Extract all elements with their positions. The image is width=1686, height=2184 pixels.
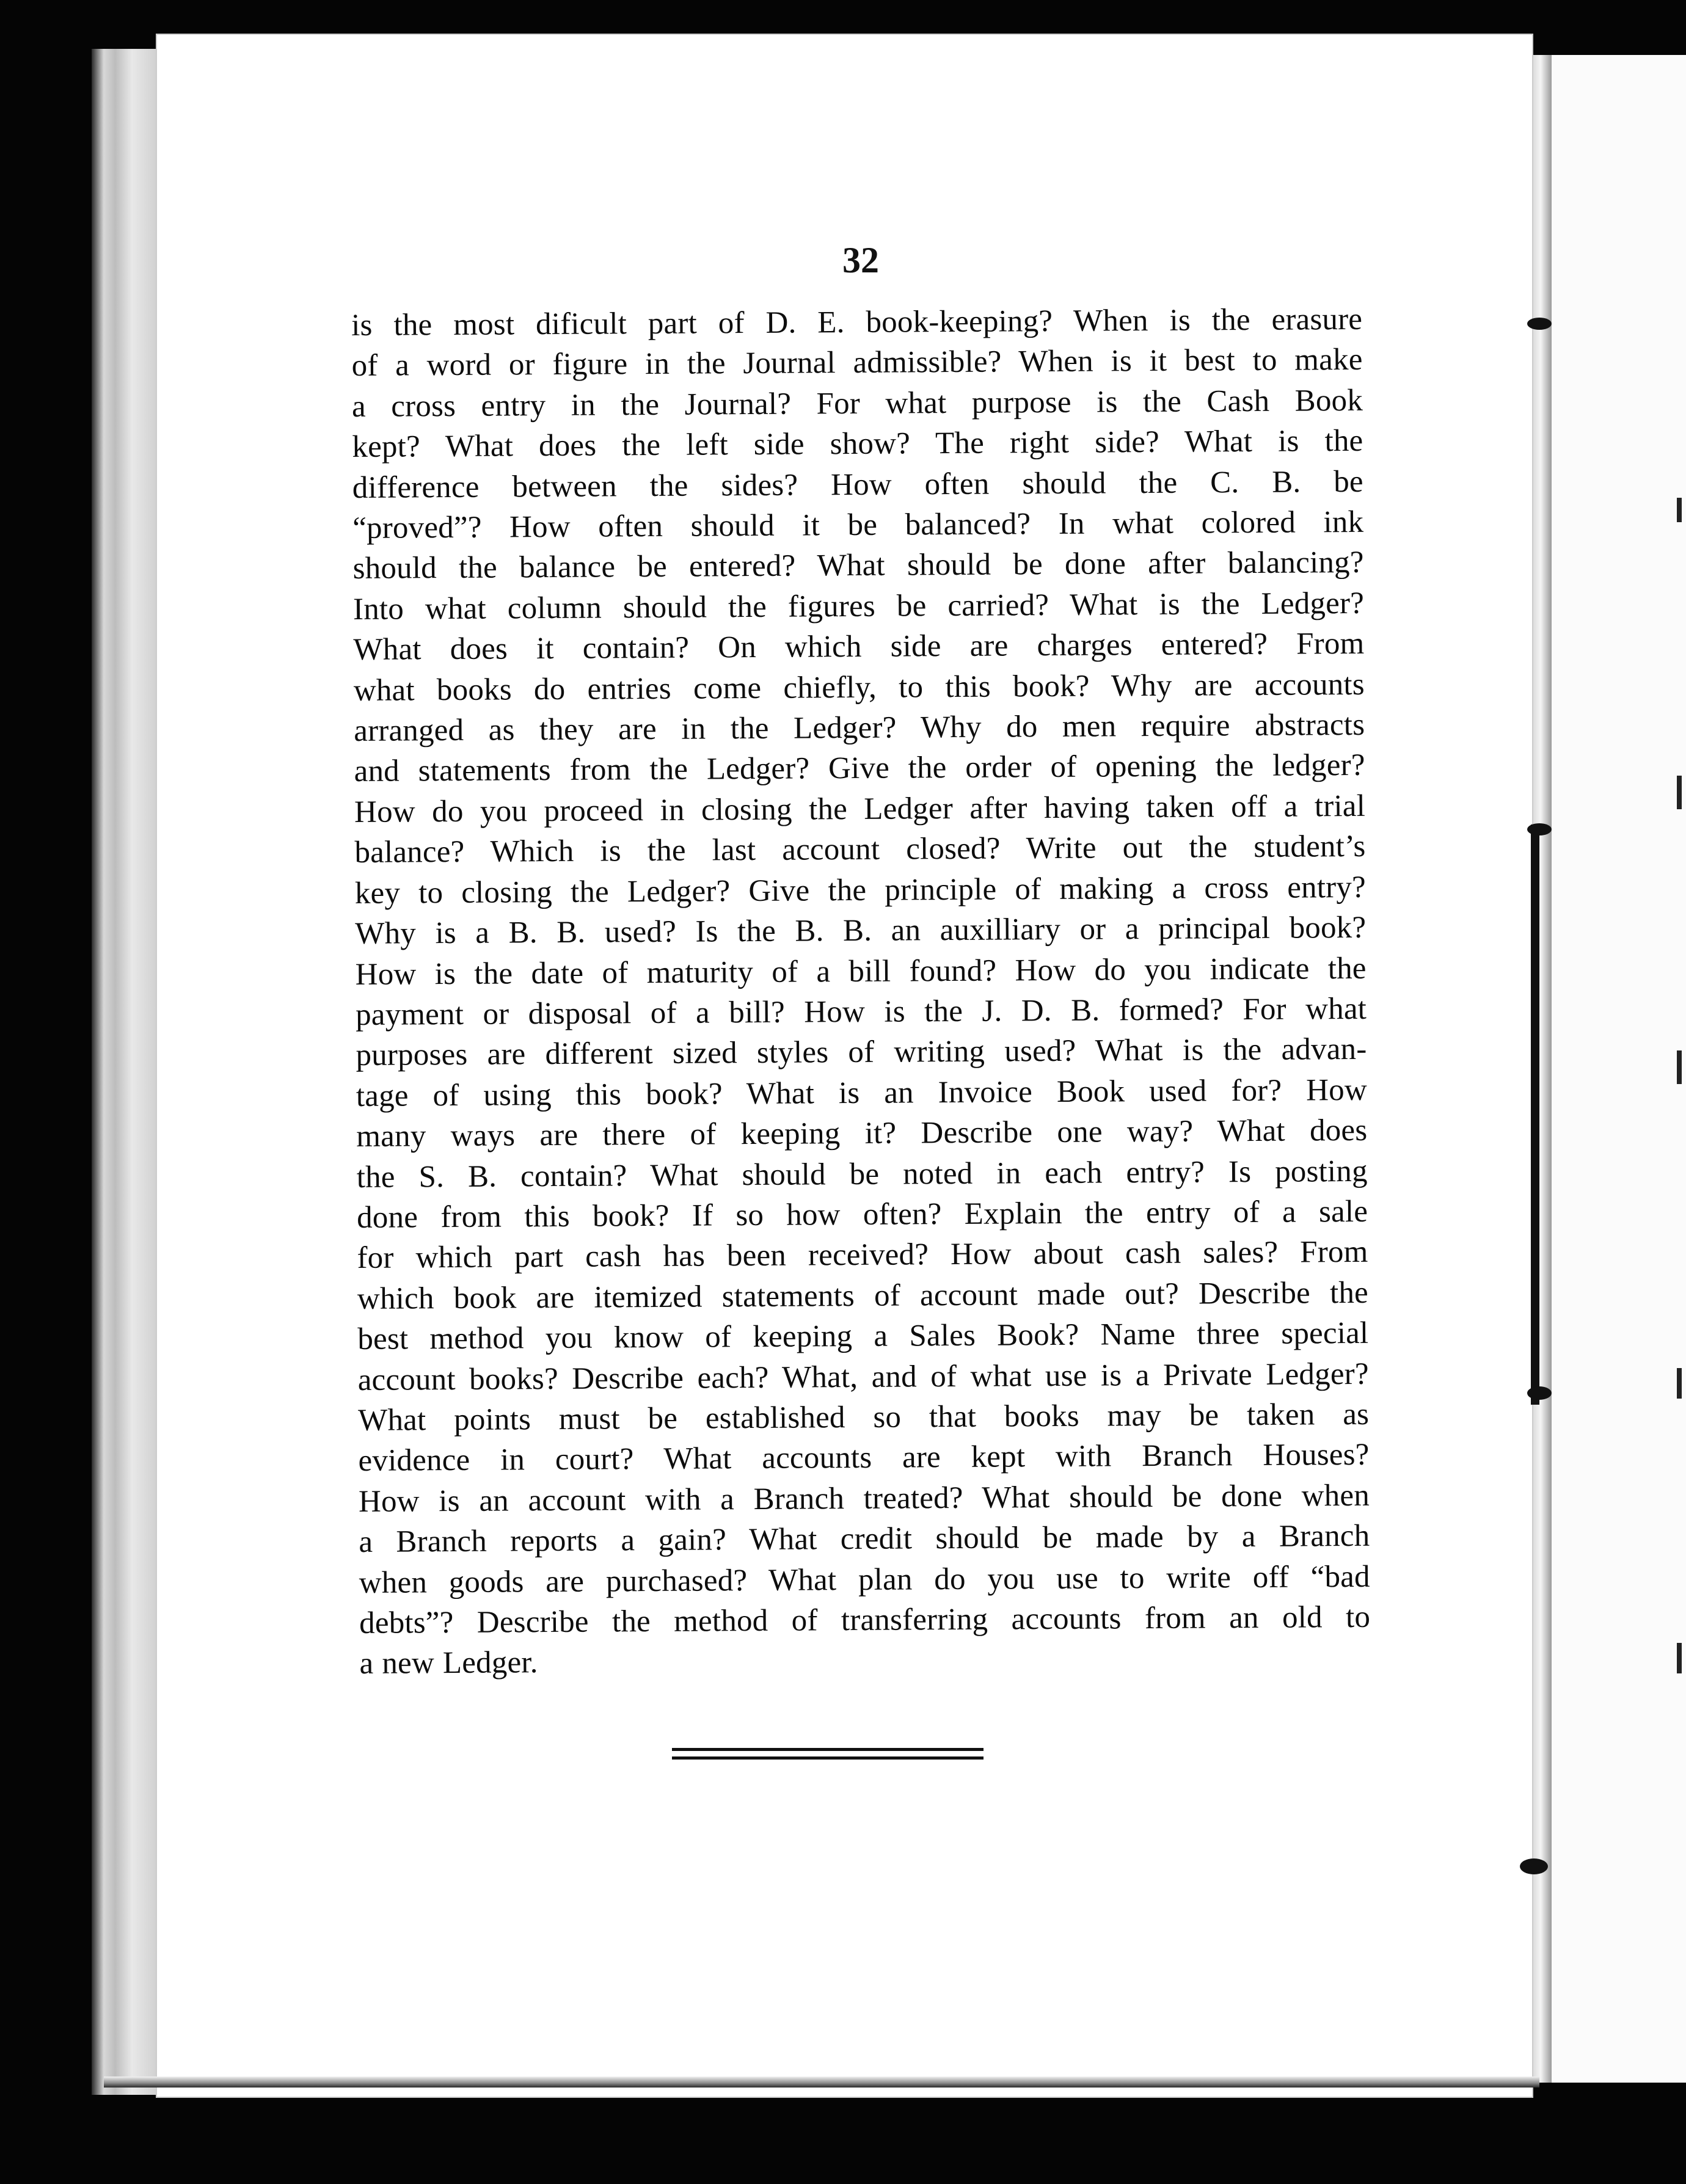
end-rule bbox=[672, 1748, 984, 1751]
text-line: a cross entry in the Journal? For what purpose is the Cash Book bbox=[351, 383, 1363, 424]
text-line: when goods are purchased? What plan do you use to write off “bad bbox=[359, 1559, 1370, 1600]
margin-blot bbox=[1527, 823, 1552, 835]
text-line: What points must be established so that books may be taken as bbox=[357, 1397, 1370, 1438]
book-spine-edge bbox=[92, 49, 159, 2095]
text-line: key to closing the Ledger? Give the principle of making a cross entry? bbox=[354, 870, 1367, 911]
text-line: What does it contain? On which side are charges entered? From bbox=[353, 627, 1365, 668]
question-paragraph bbox=[351, 299, 1371, 1684]
adjacent-text-fragment bbox=[1677, 1643, 1682, 1673]
text-line: payment or disposal of a bill? How is the J. D. B. formed? For what bbox=[355, 991, 1367, 1032]
text-line: account books? Describe each? What, and of what use is a Private Ledger? bbox=[357, 1356, 1369, 1397]
end-rule bbox=[672, 1756, 984, 1760]
text-line: should the balance be entered? What should be done after balancing? bbox=[352, 545, 1364, 586]
margin-rule bbox=[1531, 824, 1539, 1405]
text-line: evidence in court? What accounts are kept with Branch Houses? bbox=[358, 1438, 1370, 1479]
text-line: How is the date of maturity of a bill found? How do you indicate the bbox=[355, 951, 1367, 992]
adjacent-text-fragment bbox=[1677, 1368, 1682, 1399]
text-line: what books do entries come chiefly, to this book? Why are accounts bbox=[353, 667, 1365, 708]
text-line: Into what column should the figures be carried? What is the Ledger? bbox=[352, 586, 1365, 627]
margin-blot bbox=[1527, 318, 1552, 330]
adjacent-text-fragment bbox=[1677, 1050, 1682, 1084]
text-line: purposes are different sized styles of writing used? What is the advan- bbox=[356, 1032, 1367, 1073]
margin-blot bbox=[1520, 1858, 1548, 1874]
text-line: best method you know of keeping a Sales Book? Name three special bbox=[357, 1316, 1369, 1357]
text-line: How is an account with a Branch treated? What should be done when bbox=[358, 1478, 1370, 1519]
text-line: debts”? Describe the method of transferring accounts from an old to bbox=[359, 1600, 1371, 1640]
text-line: arranged as they are in the Ledger? Why do men require abstracts bbox=[354, 707, 1365, 749]
text-line: which book are itemized statements of account made out? Describe the bbox=[357, 1275, 1369, 1316]
text-line: for which part cash has been received? How about cash sales? From bbox=[357, 1235, 1368, 1276]
text-line: kept? What does the left side show? The right side? What is the bbox=[352, 424, 1363, 465]
text-line: and statements from the Ledger? Give the order of opening the ledger? bbox=[354, 748, 1365, 789]
text-line: of a word or figure in the Journal admissible? When is it best to make bbox=[351, 343, 1363, 384]
adjacent-page-edge bbox=[1552, 55, 1686, 2083]
text-line: the S. B. contain? What should be noted in each entry? Is posting bbox=[356, 1154, 1368, 1195]
text-line: tage of using this book? What is an Invoice Book used for? How bbox=[356, 1072, 1368, 1113]
text-line: How do you proceed in closing the Ledger after having taken off a trial bbox=[354, 788, 1366, 829]
margin-blot bbox=[1527, 1386, 1552, 1400]
text-line: “proved”? How often should it be balanced? In what colored ink bbox=[352, 504, 1364, 546]
text-line: a new Ledger. bbox=[359, 1645, 538, 1681]
text-line: Why is a B. B. used? Is the B. B. an auxilliary or a principal book? bbox=[355, 910, 1367, 952]
page-number: 32 bbox=[842, 240, 879, 280]
text-line: is the most dificult part of D. E. book-keeping? When is the erasure bbox=[351, 302, 1363, 343]
text-line: done from this book? If so how often? Explain the entry of a sale bbox=[356, 1194, 1368, 1235]
adjacent-text-fragment bbox=[1677, 498, 1682, 522]
text-line: a Branch reports a gain? What credit should be made by a Branch bbox=[359, 1519, 1370, 1560]
adjacent-text-fragment bbox=[1677, 776, 1682, 809]
text-line: balance? Which is the last account closed? Write out the student’s bbox=[354, 829, 1366, 870]
text-line: many ways are there of keeping it? Describe one way? What does bbox=[356, 1113, 1368, 1154]
text-line: difference between the sides? How often should the C. B. be bbox=[352, 464, 1363, 505]
page-bottom-edge bbox=[104, 2077, 1539, 2088]
